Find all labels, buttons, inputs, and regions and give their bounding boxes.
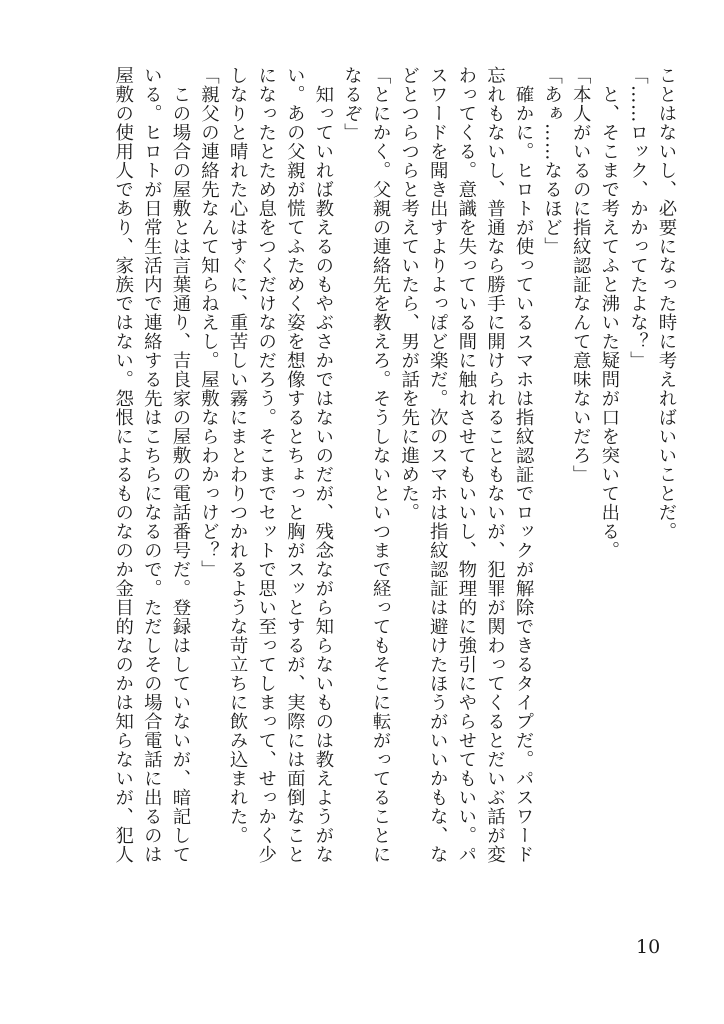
vertical-text-body bbox=[108, 66, 680, 896]
text-line: と、そこまで考えてふと沸いた疑問が口を突いて出る。 bbox=[598, 66, 620, 560]
page-number: 10 bbox=[636, 936, 661, 958]
text-line: 「あぁ……なるほど」 bbox=[541, 66, 563, 256]
text-line: どとつらつらと考えていたら、男が話を先に進めた。 bbox=[398, 66, 420, 522]
text-line: なるぞ」 bbox=[341, 66, 363, 142]
text-line: しなりと晴れた心はすぐに、重苦しい霧にまとわりつかれるような苛立ちに飲み込まれた。 bbox=[227, 66, 249, 845]
text-line: 「親父の連絡先なんて知らねえし。屋敷ならわかっけど？」 bbox=[198, 66, 220, 579]
text-line: になったとため息をつくだけなのだろう。そこまでセットで思い至ってしまって、せっかく少 bbox=[255, 66, 277, 864]
text-line: 屋敷の使用人であり、家族ではない。怨恨によるものなのか金目的なのかは知らないが、犯人 bbox=[112, 66, 134, 864]
text-line: ことはないし、必要になった時に考えればいいことだ。 bbox=[656, 66, 677, 541]
text-line: 「……ロック、かかってたよな？」 bbox=[627, 66, 649, 370]
text-line: この場合の屋敷とは言葉通り、吉良家の屋敷の電話番号だ。登録はしていないが、暗記して bbox=[169, 66, 191, 864]
text-line: 「本人がいるのに指紋認証なんて意味ないだろ」 bbox=[570, 66, 592, 484]
text-line: わってくる。意識を失っている間に触れさせてもいいし、物理的に強引にやらせてもいい。パ bbox=[455, 66, 477, 864]
text-line: 知っていれば教えるのもやぶさかではないのだが、残念ながら知らないものは教えようがな bbox=[312, 66, 334, 864]
text-line: 「とにかく。父親の連絡先を教えろ。そうしないといつまで経ってもそこに転がってることに bbox=[370, 66, 392, 864]
text-line: 忘れもないし、普通なら勝手に開けられることもないが、犯罪が関わってくるとだいぶ話が変 bbox=[484, 66, 506, 864]
text-line: いる。ヒロトが日常生活内で連絡する先はこちらになるので。ただしその場合電話に出るのは bbox=[141, 66, 163, 864]
text-line: スワードを聞き出すよりよっぽど楽だ。次のスマホは指紋認証は避けたほうがいいかもな、な bbox=[427, 66, 449, 864]
text-line: 確かに。ヒロトが使っているスマホは指紋認証でロックが解除できるタイプだ。パスワード bbox=[513, 66, 535, 864]
text-line: い。あの父親が慌てふためく姿を想像するとちょっと胸がスッとするが、実際には面倒なこと bbox=[284, 66, 306, 864]
